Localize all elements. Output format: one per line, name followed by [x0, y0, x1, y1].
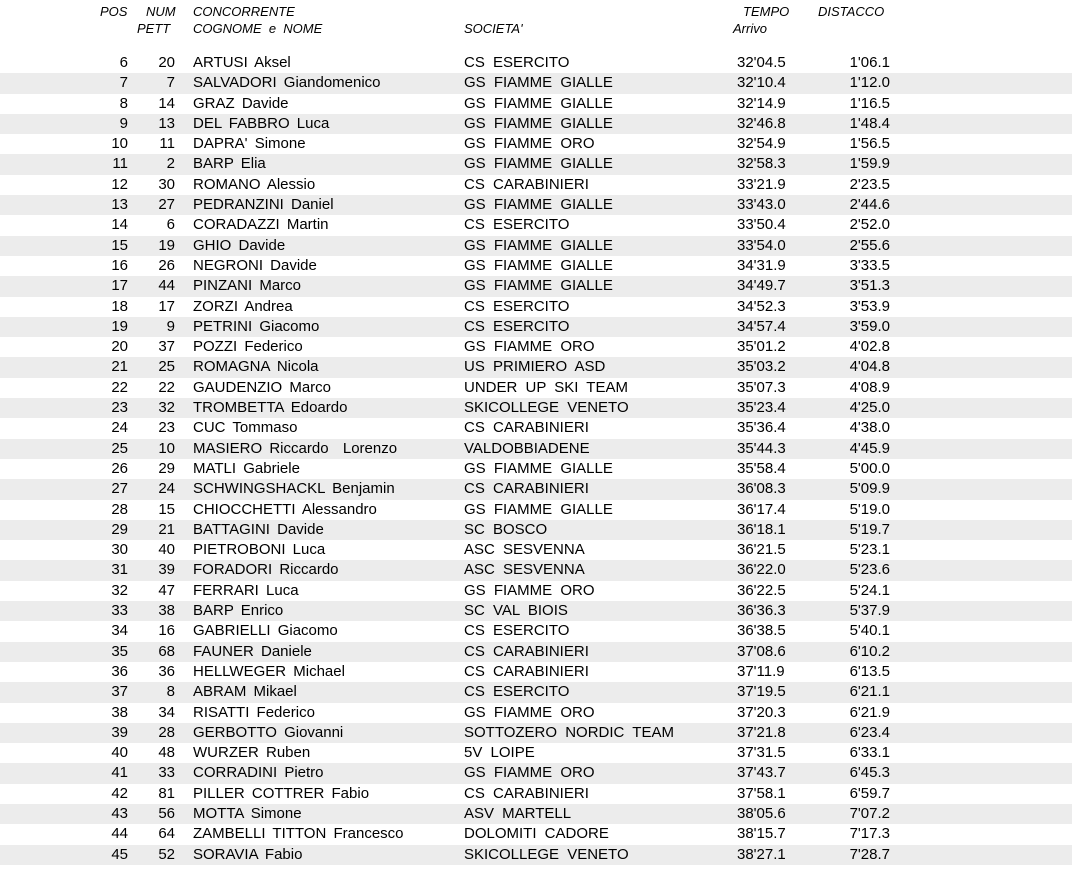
athlete-name-cell: GHIO Davide	[193, 236, 286, 254]
athlete-name-cell: PEDRANZINI Daniel	[193, 196, 334, 214]
club-cell: CS ESERCITO	[464, 317, 570, 335]
result-row	[0, 73, 1072, 93]
finish-time-cell: 32'14.9	[737, 94, 786, 112]
athlete-name-cell: PIETROBONI Luca	[193, 541, 326, 559]
athlete-name-cell: HELLWEGER Michael	[193, 662, 345, 680]
bib-number-cell: 39	[158, 561, 175, 579]
result-row	[0, 154, 1072, 174]
finish-time-cell: 33'43.0	[737, 196, 786, 214]
bib-number-cell: 13	[158, 114, 175, 132]
time-gap-cell: 1'59.9	[849, 155, 890, 173]
finish-time-cell: 33'50.4	[737, 216, 786, 234]
result-row	[0, 236, 1072, 256]
bib-number-cell: 52	[158, 845, 175, 863]
bib-number-cell: 81	[158, 784, 175, 802]
club-cell: CS ESERCITO	[464, 216, 570, 234]
finish-time-cell: 35'36.4	[737, 419, 786, 437]
club-cell: GS FIAMME GIALLE	[464, 459, 613, 477]
position-cell: 31	[111, 561, 128, 579]
club-cell: CS CARABINIERI	[464, 419, 589, 437]
athlete-name-cell: ABRAM Mikael	[193, 683, 297, 701]
result-row	[0, 784, 1072, 804]
result-row	[0, 378, 1072, 398]
header-num: NUM	[146, 4, 176, 19]
position-cell: 36	[111, 662, 128, 680]
bib-number-cell: 15	[158, 500, 175, 518]
header-concorrente: CONCORRENTE	[193, 4, 295, 19]
finish-time-cell: 37'11.9	[737, 662, 785, 680]
bib-number-cell: 30	[158, 175, 175, 193]
result-row	[0, 134, 1072, 154]
result-row	[0, 520, 1072, 540]
time-gap-cell: 1'12.0	[849, 74, 890, 92]
time-gap-cell: 1'16.5	[849, 94, 890, 112]
result-row	[0, 215, 1072, 235]
bib-number-cell: 44	[158, 277, 175, 295]
position-cell: 8	[119, 94, 128, 112]
result-row	[0, 53, 1072, 73]
time-gap-cell: 1'48.4	[849, 114, 890, 132]
club-cell: GS FIAMME GIALLE	[464, 74, 613, 92]
finish-time-cell: 32'46.8	[737, 114, 786, 132]
result-row	[0, 621, 1072, 641]
bib-number-cell: 11	[159, 135, 175, 153]
position-cell: 6	[119, 54, 128, 71]
bib-number-cell: 24	[158, 480, 175, 498]
finish-time-cell: 37'20.3	[737, 703, 786, 721]
time-gap-cell: 4'04.8	[849, 358, 890, 376]
result-row	[0, 195, 1072, 215]
bib-number-cell: 28	[158, 723, 175, 741]
finish-time-cell: 36'18.1	[737, 520, 786, 538]
club-cell: VALDOBBIADENE	[464, 439, 590, 457]
athlete-name-cell: MOTTA Simone	[193, 804, 302, 822]
athlete-name-cell: SALVADORI Giandomenico	[193, 74, 381, 92]
position-cell: 32	[111, 581, 128, 599]
time-gap-cell: 3'53.9	[849, 297, 890, 315]
position-cell: 37	[111, 683, 128, 701]
position-cell: 19	[111, 317, 128, 335]
bib-number-cell: 10	[158, 439, 175, 457]
position-cell: 17	[111, 277, 128, 295]
result-row	[0, 357, 1072, 377]
athlete-name-cell: SORAVIA Fabio	[193, 845, 303, 863]
time-gap-cell: 4'45.9	[849, 439, 890, 457]
position-cell: 43	[111, 804, 128, 822]
club-cell: GS FIAMME GIALLE	[464, 500, 613, 518]
time-gap-cell: 2'23.5	[849, 175, 890, 193]
bib-number-cell: 2	[166, 155, 175, 173]
athlete-name-cell: WURZER Ruben	[193, 744, 311, 762]
finish-time-cell: 37'31.5	[737, 744, 786, 762]
athlete-name-cell: MASIERO Riccardo Lorenzo	[193, 439, 398, 457]
athlete-name-cell: FORADORI Riccardo	[193, 561, 339, 579]
time-gap-cell: 6'33.1	[849, 744, 890, 762]
results-table	[0, 53, 1072, 865]
club-cell: GS FIAMME GIALLE	[464, 114, 613, 132]
finish-time-cell: 38'15.7	[737, 825, 786, 843]
athlete-name-cell: GAUDENZIO Marco	[193, 378, 332, 396]
finish-time-cell: 36'38.5	[737, 622, 786, 640]
result-row	[0, 479, 1072, 499]
athlete-name-cell: SCHWINGSHACKL Benjamin	[193, 480, 395, 498]
bib-number-cell: 17	[158, 297, 175, 315]
header-cognome-nome: COGNOME e NOME	[193, 21, 323, 36]
bib-number-cell: 8	[166, 683, 175, 701]
bib-number-cell: 20	[158, 54, 175, 71]
result-row	[0, 297, 1072, 317]
athlete-name-cell: ZAMBELLI TITTON Francesco	[193, 825, 404, 843]
position-cell: 16	[111, 256, 128, 274]
bib-number-cell: 21	[158, 520, 175, 538]
position-cell: 42	[111, 784, 128, 802]
club-cell: SC VAL BIOIS	[464, 602, 568, 620]
bib-number-cell: 23	[158, 419, 175, 437]
position-cell: 24	[111, 419, 128, 437]
club-cell: SKICOLLEGE VENETO	[464, 399, 629, 417]
time-gap-cell: 2'44.6	[849, 196, 890, 214]
bib-number-cell: 37	[158, 338, 175, 356]
time-gap-cell: 4'25.0	[849, 399, 890, 417]
finish-time-cell: 38'05.6	[737, 804, 786, 822]
time-gap-cell: 5'37.9	[849, 602, 890, 620]
athlete-name-cell: TROMBETTA Edoardo	[193, 399, 348, 417]
position-cell: 28	[111, 500, 128, 518]
position-cell: 11	[112, 155, 128, 173]
athlete-name-cell: PINZANI Marco	[193, 277, 302, 295]
club-cell: CS CARABINIERI	[464, 480, 589, 498]
position-cell: 22	[111, 378, 128, 396]
finish-time-cell: 37'21.8	[737, 723, 786, 741]
finish-time-cell: 36'17.4	[737, 500, 786, 518]
finish-time-cell: 37'43.7	[737, 764, 786, 782]
finish-time-cell: 35'23.4	[737, 399, 786, 417]
position-cell: 38	[111, 703, 128, 721]
position-cell: 21	[111, 358, 128, 376]
bib-number-cell: 32	[158, 399, 175, 417]
bib-number-cell: 9	[166, 317, 175, 335]
finish-time-cell: 34'49.7	[737, 277, 786, 295]
athlete-name-cell: BARP Enrico	[193, 602, 284, 620]
bib-number-cell: 64	[158, 825, 175, 843]
club-cell: CS ESERCITO	[464, 622, 570, 640]
finish-time-cell: 34'57.4	[737, 317, 786, 335]
athlete-name-cell: ROMAGNA Nicola	[193, 358, 319, 376]
position-cell: 23	[111, 399, 128, 417]
position-cell: 44	[111, 825, 128, 843]
bib-number-cell: 6	[166, 216, 175, 234]
result-row	[0, 398, 1072, 418]
result-row	[0, 743, 1072, 763]
position-cell: 15	[111, 236, 128, 254]
bib-number-cell: 38	[158, 602, 175, 620]
result-row	[0, 459, 1072, 479]
athlete-name-cell: PILLER COTTRER Fabio	[193, 784, 370, 802]
athlete-name-cell: ZORZI Andrea	[193, 297, 293, 315]
result-row	[0, 256, 1072, 276]
time-gap-cell: 2'52.0	[849, 216, 890, 234]
athlete-name-cell: DEL FABBRO Luca	[193, 114, 330, 132]
club-cell: ASC SESVENNA	[464, 541, 585, 559]
time-gap-cell: 7'28.7	[849, 845, 890, 863]
position-cell: 18	[111, 297, 128, 315]
result-row	[0, 337, 1072, 357]
club-cell: US PRIMIERO ASD	[464, 358, 606, 376]
finish-time-cell: 36'36.3	[737, 602, 786, 620]
result-row	[0, 94, 1072, 114]
header-tempo: TEMPO	[743, 4, 790, 19]
athlete-name-cell: CORRADINI Pietro	[193, 764, 324, 782]
club-cell: UNDER UP SKI TEAM	[464, 378, 628, 396]
athlete-name-cell: CORADAZZI Martin	[193, 216, 329, 234]
club-cell: GS FIAMME GIALLE	[464, 236, 613, 254]
club-cell: CS ESERCITO	[464, 683, 570, 701]
club-cell: GS FIAMME ORO	[464, 581, 595, 599]
header-pos: POS	[100, 4, 128, 19]
finish-time-cell: 34'52.3	[737, 297, 786, 315]
result-row	[0, 824, 1072, 844]
finish-time-cell: 38'27.1	[737, 845, 786, 863]
athlete-name-cell: CHIOCCHETTI Alessandro	[193, 500, 377, 518]
club-cell: SOTTOZERO NORDIC TEAM	[464, 723, 674, 741]
club-cell: GS FIAMME ORO	[464, 338, 595, 356]
result-row	[0, 763, 1072, 783]
time-gap-cell: 7'17.3	[849, 825, 890, 843]
position-cell: 27	[111, 480, 128, 498]
club-cell: CS ESERCITO	[464, 297, 570, 315]
finish-time-cell: 37'58.1	[737, 784, 786, 802]
result-row	[0, 662, 1072, 682]
position-cell: 25	[111, 439, 128, 457]
result-row	[0, 317, 1072, 337]
athlete-name-cell: MATLI Gabriele	[193, 459, 300, 477]
club-cell: GS FIAMME GIALLE	[464, 256, 613, 274]
result-row	[0, 581, 1072, 601]
bib-number-cell: 47	[158, 581, 175, 599]
time-gap-cell: 5'23.6	[849, 561, 890, 579]
athlete-name-cell: GRAZ Davide	[193, 94, 289, 112]
position-cell: 35	[111, 642, 128, 660]
finish-time-cell: 32'54.9	[737, 135, 786, 153]
result-row	[0, 804, 1072, 824]
finish-time-cell: 35'58.4	[737, 459, 786, 477]
time-gap-cell: 3'51.3	[849, 277, 890, 295]
result-row	[0, 723, 1072, 743]
time-gap-cell: 4'38.0	[849, 419, 890, 437]
time-gap-cell: 1'06.1	[849, 54, 890, 71]
finish-time-cell: 35'07.3	[737, 378, 786, 396]
athlete-name-cell: GABRIELLI Giacomo	[193, 622, 338, 640]
finish-time-cell: 33'54.0	[737, 236, 786, 254]
time-gap-cell: 5'23.1	[849, 541, 890, 559]
position-cell: 7	[119, 74, 128, 92]
position-cell: 34	[111, 622, 128, 640]
result-row	[0, 703, 1072, 723]
position-cell: 29	[111, 520, 128, 538]
club-cell: ASV MARTELL	[464, 804, 572, 822]
bib-number-cell: 29	[158, 459, 175, 477]
result-row	[0, 601, 1072, 621]
time-gap-cell: 5'19.7	[849, 520, 890, 538]
athlete-name-cell: GERBOTTO Giovanni	[193, 723, 344, 741]
time-gap-cell: 4'08.9	[849, 378, 890, 396]
athlete-name-cell: ROMANO Alessio	[193, 175, 316, 193]
time-gap-cell: 6'45.3	[849, 764, 890, 782]
time-gap-cell: 5'24.1	[849, 581, 890, 599]
header-societa: SOCIETA'	[464, 21, 523, 36]
bib-number-cell: 40	[158, 541, 175, 559]
bib-number-cell: 56	[158, 804, 175, 822]
header-pett: PETT	[137, 21, 171, 36]
club-cell: SKICOLLEGE VENETO	[464, 845, 629, 863]
position-cell: 14	[111, 216, 128, 234]
club-cell: GS FIAMME GIALLE	[464, 277, 613, 295]
finish-time-cell: 35'01.2	[737, 338, 786, 356]
athlete-name-cell: BATTAGINI Davide	[193, 520, 324, 538]
finish-time-cell: 34'31.9	[737, 256, 786, 274]
finish-time-cell: 36'22.0	[737, 561, 786, 579]
time-gap-cell: 5'40.1	[849, 622, 890, 640]
position-cell: 41	[111, 764, 128, 782]
athlete-name-cell: DAPRA' Simone	[193, 135, 306, 153]
position-cell: 40	[111, 744, 128, 762]
club-cell: CS ESERCITO	[464, 54, 570, 71]
position-cell: 20	[111, 338, 128, 356]
position-cell: 33	[111, 602, 128, 620]
position-cell: 12	[111, 175, 128, 193]
bib-number-cell: 34	[158, 703, 175, 721]
time-gap-cell: 6'21.1	[849, 683, 890, 701]
result-row	[0, 175, 1072, 195]
athlete-name-cell: NEGRONI Davide	[193, 256, 317, 274]
club-cell: ASC SESVENNA	[464, 561, 585, 579]
time-gap-cell: 6'21.9	[849, 703, 890, 721]
athlete-name-cell: FERRARI Luca	[193, 581, 299, 599]
result-row	[0, 114, 1072, 134]
athlete-name-cell: ARTUSI Aksel	[193, 54, 291, 71]
athlete-name-cell: CUC Tommaso	[193, 419, 298, 437]
bib-number-cell: 27	[158, 196, 175, 214]
club-cell: CS CARABINIERI	[464, 175, 589, 193]
club-cell: GS FIAMME GIALLE	[464, 94, 613, 112]
result-row	[0, 540, 1072, 560]
header-arrivo: Arrivo	[733, 21, 767, 36]
bib-number-cell: 36	[158, 662, 175, 680]
finish-time-cell: 37'08.6	[737, 642, 786, 660]
position-cell: 9	[119, 114, 128, 132]
time-gap-cell: 6'23.4	[849, 723, 890, 741]
result-row	[0, 418, 1072, 438]
time-gap-cell: 5'00.0	[849, 459, 890, 477]
bib-number-cell: 19	[158, 236, 175, 254]
club-cell: CS CARABINIERI	[464, 784, 589, 802]
athlete-name-cell: POZZI Federico	[193, 338, 303, 356]
bib-number-cell: 33	[158, 764, 175, 782]
time-gap-cell: 3'33.5	[849, 256, 890, 274]
bib-number-cell: 16	[158, 622, 175, 640]
athlete-name-cell: RISATTI Federico	[193, 703, 315, 721]
result-row	[0, 845, 1072, 865]
finish-time-cell: 36'08.3	[737, 480, 786, 498]
athlete-name-cell: PETRINI Giacomo	[193, 317, 320, 335]
result-row	[0, 642, 1072, 662]
result-row	[0, 276, 1072, 296]
club-cell: GS FIAMME GIALLE	[464, 196, 613, 214]
club-cell: SC BOSCO	[464, 520, 548, 538]
bib-number-cell: 22	[158, 378, 175, 396]
position-cell: 13	[111, 196, 128, 214]
time-gap-cell: 1'56.5	[849, 135, 890, 153]
bib-number-cell: 25	[158, 358, 175, 376]
finish-time-cell: 33'21.9	[737, 175, 786, 193]
position-cell: 45	[111, 845, 128, 863]
position-cell: 39	[111, 723, 128, 741]
time-gap-cell: 2'55.6	[849, 236, 890, 254]
athlete-name-cell: BARP Elia	[193, 155, 266, 173]
finish-time-cell: 32'10.4	[737, 74, 786, 92]
header-distacco: DISTACCO	[818, 4, 885, 19]
time-gap-cell: 7'07.2	[849, 804, 890, 822]
time-gap-cell: 6'10.2	[849, 642, 890, 660]
result-row	[0, 560, 1072, 580]
club-cell: GS FIAMME GIALLE	[464, 155, 613, 173]
bib-number-cell: 26	[158, 256, 175, 274]
finish-time-cell: 36'22.5	[737, 581, 786, 599]
club-cell: DOLOMITI CADORE	[464, 825, 609, 843]
finish-time-cell: 37'19.5	[737, 683, 786, 701]
finish-time-cell: 36'21.5	[737, 541, 786, 559]
finish-time-cell: 35'03.2	[737, 358, 786, 376]
club-cell: 5V LOIPE	[464, 744, 535, 762]
bib-number-cell: 48	[158, 744, 175, 762]
time-gap-cell: 6'59.7	[849, 784, 890, 802]
result-row	[0, 439, 1072, 459]
time-gap-cell: 5'09.9	[849, 480, 890, 498]
club-cell: CS CARABINIERI	[464, 642, 589, 660]
result-row	[0, 682, 1072, 702]
club-cell: GS FIAMME ORO	[464, 135, 595, 153]
finish-time-cell: 35'44.3	[737, 439, 786, 457]
result-row	[0, 500, 1072, 520]
time-gap-cell: 6'13.5	[849, 662, 890, 680]
position-cell: 30	[111, 541, 128, 559]
athlete-name-cell: FAUNER Daniele	[193, 642, 312, 660]
finish-time-cell: 32'58.3	[737, 155, 786, 173]
finish-time-cell: 32'04.5	[737, 54, 786, 71]
bib-number-cell: 68	[158, 642, 175, 660]
time-gap-cell: 5'19.0	[849, 500, 890, 518]
position-cell: 10	[111, 135, 128, 153]
bib-number-cell: 14	[158, 94, 175, 112]
position-cell: 26	[111, 459, 128, 477]
club-cell: GS FIAMME ORO	[464, 764, 595, 782]
club-cell: CS CARABINIERI	[464, 662, 589, 680]
bib-number-cell: 7	[166, 74, 175, 92]
time-gap-cell: 4'02.8	[849, 338, 890, 356]
club-cell: GS FIAMME ORO	[464, 703, 595, 721]
time-gap-cell: 3'59.0	[849, 317, 890, 335]
